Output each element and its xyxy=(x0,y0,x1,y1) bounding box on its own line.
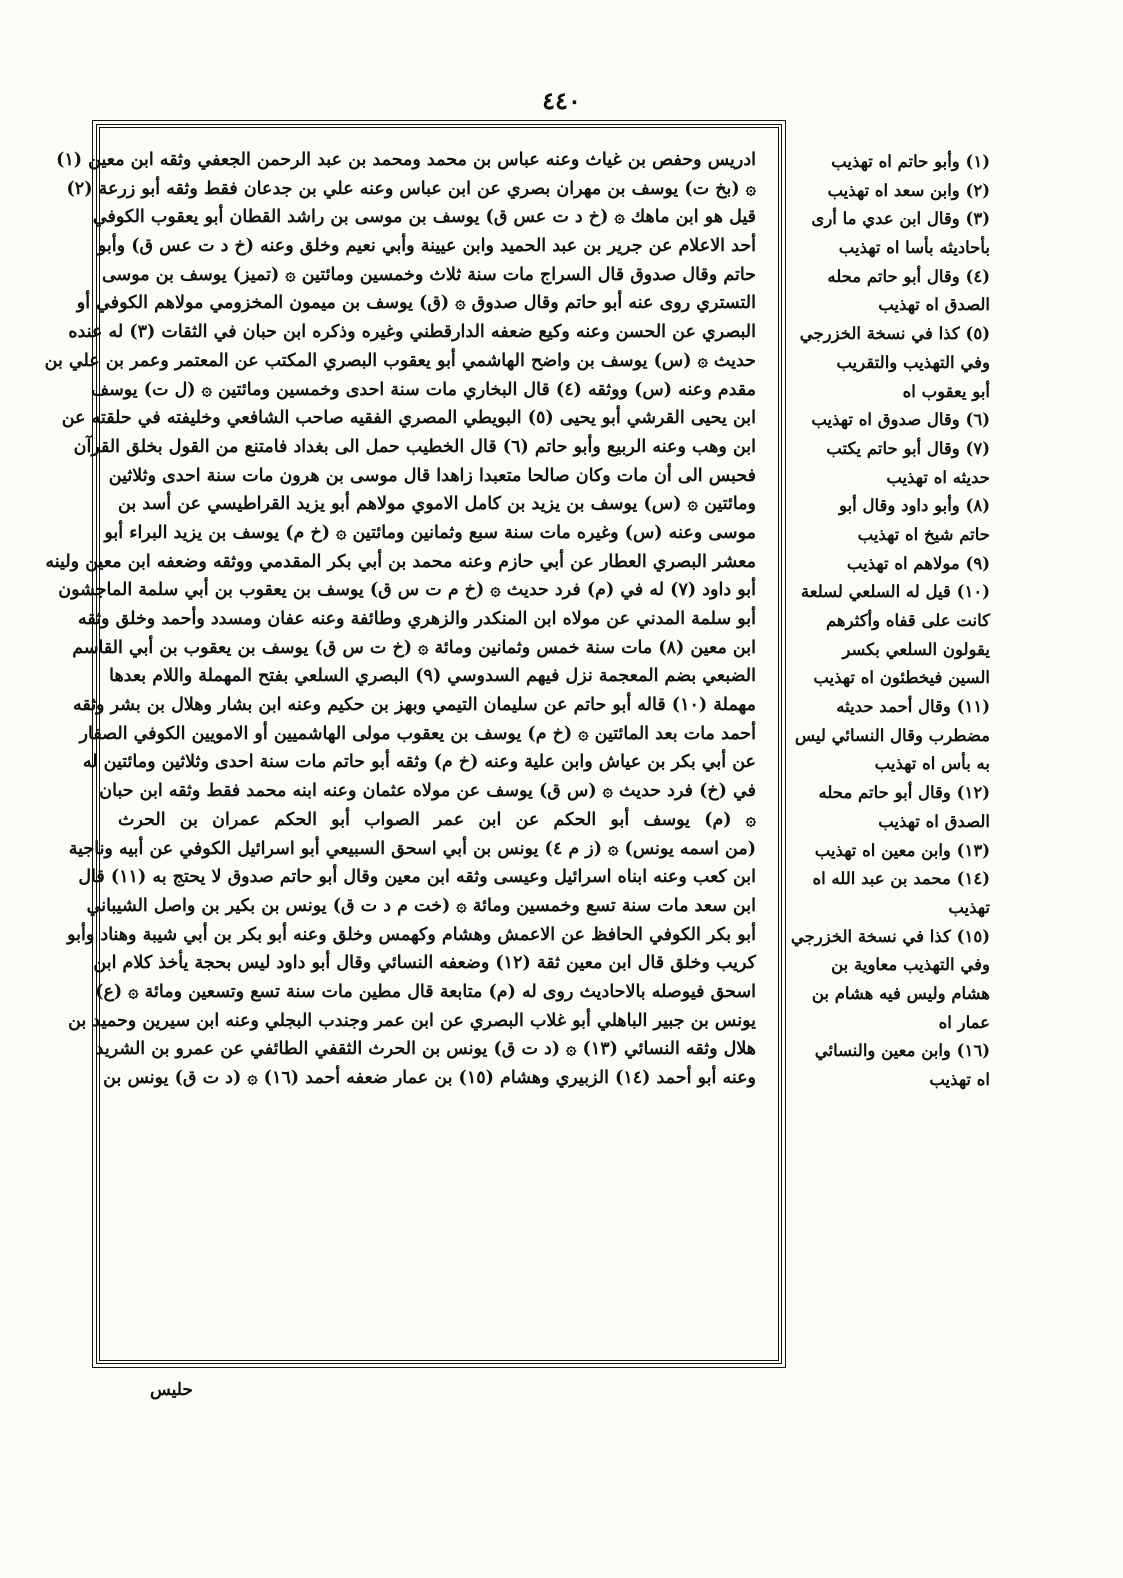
margin-note-line: (١٣) وابن معين اه تهذيب xyxy=(814,840,990,860)
margin-note-line: حديثه اه تهذيب xyxy=(886,467,990,487)
margin-note-line: (٥) كذا في نسخة الخزرجي xyxy=(799,324,990,344)
main-text-line: ابن معين (٨) مات سنة خمس وثمانين ومائة ۞ (خ ت س ق) يوسف بن يعقوب بن أبي القاسم xyxy=(72,637,756,658)
margin-note-line: أبو يعقوب اه xyxy=(902,381,990,401)
margin-note-line: (١) وأبو حاتم اه تهذيب xyxy=(831,152,990,171)
main-text-line: كريب وخلق قال ابن معين ثقة (١٢) وضعفه النسائي وقال أبو داود ليس بحجة يأخذ كلام ابن xyxy=(93,953,756,974)
main-text-line: أبو بكر الكوفي الحافظ عن الاعمش وهشام وكهمس وخلق وعنه أبو بكر بن أبي شيبة وهناد وأبو xyxy=(67,924,756,945)
main-text-line: ۞ (م) يوسف أبو الحكم عن ابن عمر الصواب أبو الحكم عمران بن الحرث xyxy=(118,809,756,830)
margin-note-line: الصدق اه تهذيب xyxy=(878,811,990,831)
main-text-line: وعنه أبو أحمد (١٤) الزبيري وهشام (١٥) بن عمار ضعفه أحمد (١٦) ۞ (د ت ق) يونس بن xyxy=(103,1068,756,1088)
main-text-line: فحبس الى أن مات وكان صالحا متعبدا زاهدا قال موسى بن هرون مات سنة احدى وثلاثين xyxy=(108,465,756,486)
main-text-line: ابن وهب وعنه الربيع وأبو حاتم (٦) قال الخطيب حمل الى بغداد فامتنع من القول بخلق القرآن xyxy=(73,436,756,457)
main-text-body xyxy=(44,146,756,1093)
main-text-line: التستري روى عنه أبو حاتم وقال صدوق ۞ (ق) يوسف بن ميمون المخزومي مولاهم الكوفي أو xyxy=(76,293,756,314)
margin-note-line: (٨) وأبو داود وقال أبو xyxy=(839,496,990,516)
main-text-line: حديث ۞ (س) يوسف بن واضح الهاشمي أبو يعقوب البصري المكتب عن المعتمر وعمر بن علي بن xyxy=(44,350,756,371)
main-text-line: (من اسمه يونس) ۞ (ز م ٤) يونس بن أبي اسحق السبيعي أبو اسرائيل الكوفي عن أبيه وناجية xyxy=(68,838,756,859)
main-text-line: أبو سلمة المدني عن مولاه ابن المنكدر والزهري وطائفة وعنه عفان ومسدد وأحمد وخلق وثقه xyxy=(77,609,756,629)
margin-note-line: وفي التهذيب والتقريب xyxy=(836,352,990,372)
margin-note-line: (١٤) محمد بن عبد الله اه xyxy=(812,869,990,889)
margin-note-line: الصدق اه تهذيب xyxy=(878,295,990,315)
main-text-line: مهملة (١٠) قاله أبو حاتم عن سليمان التيمي وبهز بن حكيم وعنه ابن بشار وهلال بن بشر وثقه xyxy=(72,695,756,716)
main-text-line: ادريس وحفص بن غياث وعنه عباس بن محمد ومحمد بن عبد الرحمن الجعفي وثقه ابن معين (١) xyxy=(56,150,756,170)
margin-note-line: اه تهذيب xyxy=(929,1070,990,1089)
main-text-line: معشر البصري العطار عن أبي حازم وعنه محمد بن أبي بكر المقدمي ووثقه وضعفه ابن معين ولينه xyxy=(45,551,756,572)
main-text-line: عن أبي بكر بن عياش وابن علية وعنه (خ م) وثقه أبو حاتم مات سنة احدى وثلاثين ومائتين له xyxy=(82,752,756,773)
main-text-line: أبو داود (٧) له في (م) فرد حديث ۞ (خ م ت س ق) يوسف بن يعقوب بن أبي سلمة الماجشون xyxy=(58,580,756,601)
margin-note-line: (٧) وقال أبو حاتم يكتب xyxy=(826,438,990,458)
main-text-line: الضبعي بضم المعجمة نزل فيهم السدوسي (٩) البصري السلعي بفتح المهملة واللام بعدها xyxy=(109,666,756,687)
margin-notes xyxy=(790,148,990,1348)
margin-note-line: مضطرب وقال النسائي ليس xyxy=(794,725,990,745)
main-text-line: في (خ) فرد حديث ۞ (س ق) يوسف عن مولاه عثمان وعنه ابنه محمد فقط وثقه ابن حبان xyxy=(99,781,756,802)
main-text-line: قيل هو ابن ماهك ۞ (خ د ت عس ق) يوسف بن موسى بن راشد القطان أبو يعقوب الكوفي xyxy=(92,207,756,228)
main-text-line: اسحق فيوصله بالاحاديث روى له (م) متابعة قال مطين مات سنة تسع وتسعين ومائة ۞ (ع) xyxy=(95,981,756,1002)
margin-note-line: بأحاديثه بأسا اه تهذيب xyxy=(838,238,990,258)
margin-note-line: وفي التهذيب معاوية بن xyxy=(831,955,990,975)
margin-note-line: يقولون السلعي بكسر xyxy=(842,639,990,659)
main-text-line: ابن كعب وعنه ابناه اسرائيل وعيسى وثقه ابن معين وقال أبو حاتم صدوق لا يحتج به (١١) قال xyxy=(78,867,756,888)
main-text-line: هلال وثقه النسائي (١٣) ۞ (د ت ق) يونس بن الحرث الثقفي الطائفي عن عمرو بن الشريد xyxy=(95,1039,756,1060)
main-text-line: أحمد مات بعد المائتين ۞ (خ م) يوسف بن يعقوب مولى الهاشميين أو الامويين الكوفي الصفار xyxy=(79,723,756,744)
margin-note-line: (١٢) وقال أبو حاتم محله xyxy=(818,783,990,803)
margin-note-line: (١٠) قيل له السلعي لسلعة xyxy=(800,582,990,602)
main-text-line: ابن سعد مات سنة تسع وخمسين ومائة ۞ (خت م د ت ق) يونس بن بكير بن واصل الشيباني xyxy=(86,895,756,916)
margin-notes-body xyxy=(790,148,990,1095)
margin-note-line: (٢) وابن سعد اه تهذيب xyxy=(827,180,990,200)
margin-note-line: (٩) مولاهم اه تهذيب xyxy=(846,553,990,573)
main-text-line: ۞ (بخ ت) يوسف بن مهران بصري عن ابن عباس وعنه علي بن جدعان فقط وثقه أبو زرعة (٢) xyxy=(66,178,756,199)
margin-note-line: (٦) وقال صدوق اه تهذيب xyxy=(811,410,990,430)
margin-note-line: (١٦) وابن معين والنسائي xyxy=(814,1041,990,1061)
margin-note-line: (٣) وقال ابن عدي ما أرى xyxy=(811,209,990,229)
main-text-line: يونس بن جبير الباهلي أبو غلاب البصري عن ابن عمر وجندب البجلي وعنه ابن سيرين وحميد بن xyxy=(68,1010,756,1031)
catchword: حليس xyxy=(150,1380,193,1400)
margin-note-line: عمار اه xyxy=(938,1012,990,1032)
main-text-line: مقدم وعنه (س) ووثقه (٤) قال البخاري مات سنة احدى وخمسين ومائتين ۞ (ل ت) يوسف xyxy=(90,379,756,400)
main-text-line: ومائتين ۞ (س) يوسف بن يزيد بن كامل الاموي مولاهم أبو يزيد القراطيسي عن أسد بن xyxy=(118,494,756,515)
margin-note-line: كانت على قفاه وأكثرهم xyxy=(825,611,990,630)
main-text-line: أحد الاعلام عن جرير بن عبد الحميد وابن عيينة وأبي نعيم وخلق وعنه (خ د ت عس ق) وأبو xyxy=(97,236,756,257)
margin-note-line: (٤) وقال أبو حاتم محله xyxy=(827,266,990,286)
main-text-line: ابن يحيى القرشي أبو يحيى (٥) البويطي المصري الفقيه صاحب الشافعي وخليفته في حلقته عن xyxy=(61,408,756,429)
margin-note-line: هشام وليس فيه هشام بن xyxy=(811,983,990,1003)
main-text-line: البصري عن الحسن وعنه وكيع ضعفه الدارقطني وغيره وذكره ابن حبان في الثقات (٣) له عنده xyxy=(68,322,756,343)
margin-note-line: السين فيخطئون اه تهذيب xyxy=(813,668,990,688)
main-text-line: موسى وعنه (س) وغيره مات سنة سبع وثمانين ومائتين ۞ (خ م) يوسف بن يزيد البراء أبو xyxy=(104,522,756,543)
margin-note-line: به بأس اه تهذيب xyxy=(874,754,990,774)
main-text-line: حاتم وقال صدوق قال السراج مات سنة ثلاث وخمسين ومائتين ۞ (تميز) يوسف بن موسى xyxy=(101,264,756,285)
page-number: ٤٤٠ xyxy=(542,86,581,115)
margin-note-line: حاتم شيخ اه تهذيب xyxy=(857,524,990,544)
margin-note-line: (١٥) كذا في نسخة الخزرجي xyxy=(790,926,990,946)
main-text-frame xyxy=(44,124,782,1364)
margin-note-line: تهذيب xyxy=(948,897,990,917)
margin-note-line: (١١) وقال أحمد حديثه xyxy=(836,697,990,717)
